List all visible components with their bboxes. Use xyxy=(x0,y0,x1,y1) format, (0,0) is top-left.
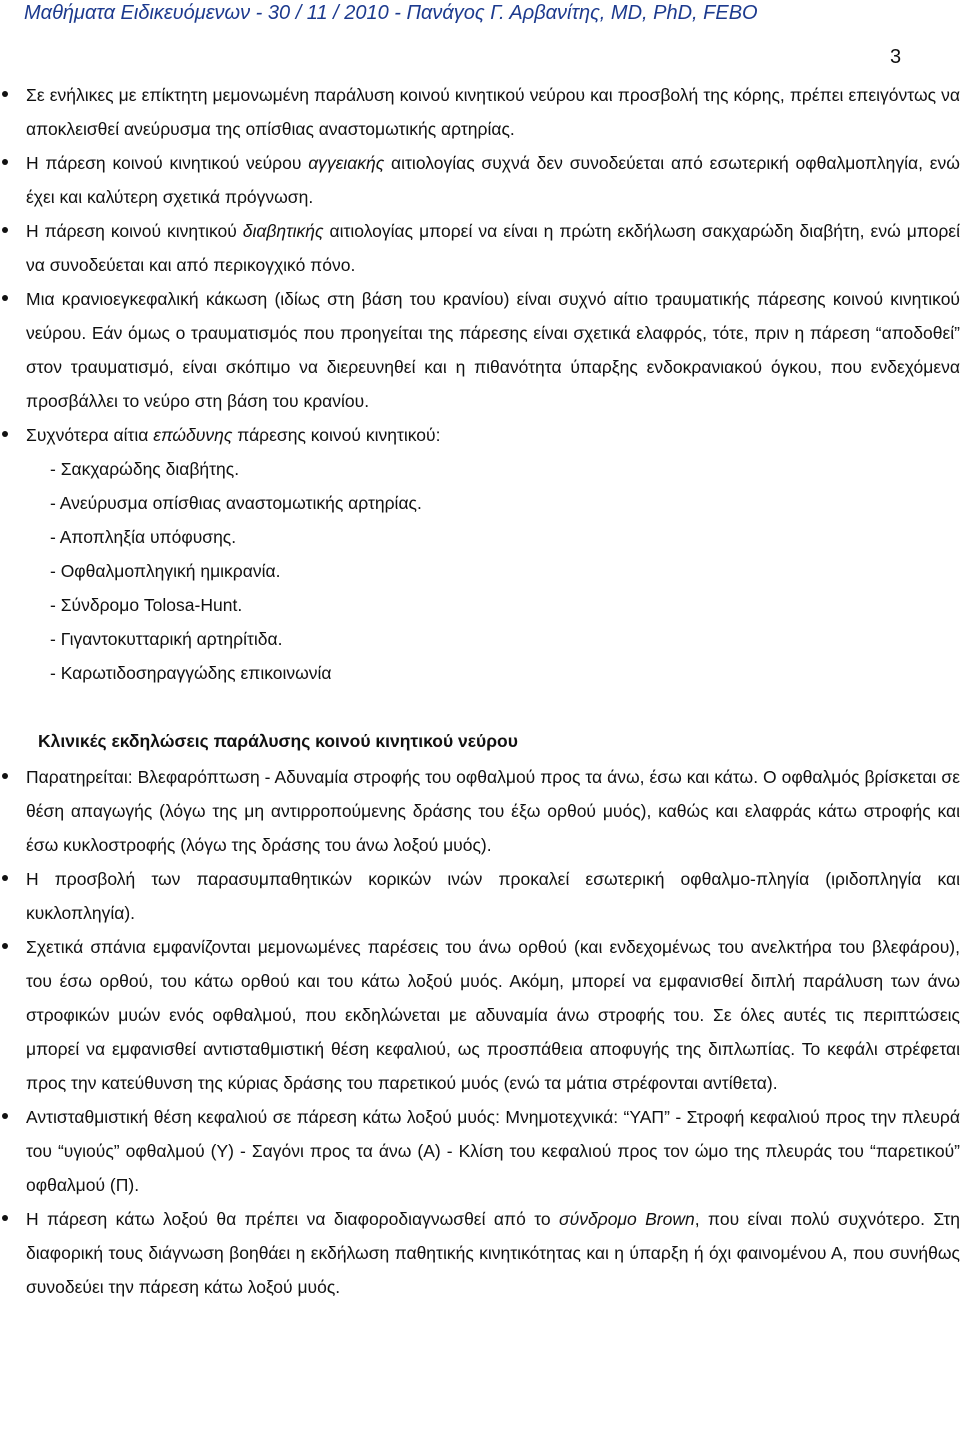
italic-text: επώδυνης xyxy=(153,425,233,445)
cause-item: - Σακχαρώδης διαβήτης. xyxy=(50,459,240,479)
text-run: αιτιολογίας συχνά δεν συνοδεύεται από εσωτερική οφθαλμοπληγία, ενώ έχει και καλύτερη σχετικά πρόγνωση. xyxy=(26,153,960,207)
text-run: αιτιολογίας μπορεί να είναι η πρώτη εκδήλωση σακχαρώδη διαβήτη, ενώ μπορεί να συνοδεύεται και από περικογχικό πόνο. xyxy=(26,221,960,275)
text-run: Αντισταθμιστική θέση κεφαλιού σε πάρεση κάτω λοξού μυός: Μνημοτεχνικά: “ΥΑΠ” - Στροφή κεφαλιού προς την πλευρά του “υγιούς” οφθαλμού (Υ) - Σαγόνι προς τα άνω (Α) - Κλίση του κεφαλιού προς τον ώμο της πλευράς του “παρετικού” οφθαλμού (Π). xyxy=(26,1107,960,1195)
italic-text: αγγειακής xyxy=(308,153,385,173)
cause-item: - Σύνδρομο Tolosa-Hunt. xyxy=(50,595,243,615)
bullet-paragraph xyxy=(0,1100,960,1202)
bullet-paragraph xyxy=(0,862,960,930)
cause-item: - Γιγαντοκυτταρική αρτηρίτιδα. xyxy=(50,629,283,649)
bullet-list-top xyxy=(0,78,960,452)
text-run: Η προσβολή των παρασυμπαθητικών κορικών ινών προκαλεί εσωτερική οφθαλμο-πληγία (ιριδοπληγία και κυκλοπληγία). xyxy=(26,869,960,923)
page-number: 3 xyxy=(890,46,902,68)
cause-item: - Αποπληξία υπόφυσης. xyxy=(50,527,237,547)
bullet-paragraph xyxy=(0,214,960,282)
document-header: Μαθήματα Ειδικευόμενων - 30 / 11 / 2010 - Πανάγος Γ. Αρβανίτης, MD, PhD, FEBO xyxy=(24,2,758,24)
text-run: Σε ενήλικες με επίκτητη μεμονωμένη παράλυση κοινού κινητικού νεύρου και προσβολή της κόρης, πρέπει επειγόντως να αποκλεισθεί ανεύρυσμα της οπίσθιας αναστομωτικής αρτηρίας. xyxy=(26,85,960,139)
cause-item: - Ανεύρυσμα οπίσθιας αναστομωτικής αρτηρίας. xyxy=(50,493,422,513)
text-run: Συχνότερα αίτια xyxy=(26,425,154,445)
bullet-paragraph xyxy=(0,1202,960,1304)
text-run: Σχετικά σπάνια εμφανίζονται μεμονωμένες παρέσεις του άνω ορθού (και ενδεχομένως του ανελκτήρα του βλεφάρου), του έσω ορθού, του κάτω ορθού και του κάτω λοξού μυός. Ακόμη, μπορεί να εμφανισθεί διπλή παράλυση των άνω στροφικών μυών ενός οφθαλμού, που εκδηλώνεται με αδυναμία άνω στροφής του. Σε όλες αυτές τις περιπτώσεις μπορεί να εμφανισθεί αντισταθμιστική θέση κεφαλιού, ως προσπάθεια αποφυγής της διπλωπίας. Το κεφάλι στρέφεται προς την κατεύθυνση της κύριας δράσης του παρετικού μυός (ενώ τα μάτια στρέφονται αντίθετα). xyxy=(26,937,960,1093)
text-run: , που είναι πολύ συχνότερο. Στη διαφορική τους διάγνωση βοηθάει η εκδήλωση παθητικής κινητικότητας και η ύπαρξη ή όχι φαινομένου Α, που συνήθως συνοδεύει την πάρεση κάτω λοξού μυός. xyxy=(26,1209,960,1297)
italic-text: σύνδρομο Brown xyxy=(559,1209,695,1229)
bullet-paragraph xyxy=(0,78,960,146)
causes-list xyxy=(0,452,960,690)
cause-item: - Καρωτιδοσηραγγώδης επικοινωνία xyxy=(50,663,332,683)
bullet-paragraph xyxy=(0,146,960,214)
bullet-list-bottom xyxy=(0,760,960,1304)
text-run: Η πάρεση κάτω λοξού θα πρέπει να διαφοροδιαγνωσθεί από το xyxy=(26,1209,560,1229)
text-run: Μια κρανιοεγκεφαλική κάκωση (ιδίως στη βάση του κρανίου) είναι συχνό αίτιο τραυματικής πάρεσης κοινού κινητικού νεύρου. Εάν όμως ο τραυματισμός που προηγείται της πάρεσης είναι σχετικά ελαφρός, τότε, πριν η πάρεση “αποδοθεί” στον τραυματισμό, είναι σκόπιμο να διερευνηθεί και η πιθανότητα ύπαρξης ενδοκρανιακού όγκου, που ενδεχόμενα προσβάλλει το νεύρο στη βάση του κρανίου. xyxy=(26,289,960,411)
bullet-paragraph xyxy=(0,418,960,452)
text-run: Παρατηρείται: Βλεφαρόπτωση - Αδυναμία στροφής του οφθαλμού προς τα άνω, έσω και κάτω. Ο οφθαλμός βρίσκεται σε θέση απαγωγής (λόγω της μη αντιρροπούμενης δράσης του έξω ορθού μυός), καθώς και ελαφράς κάτω στροφής και έσω κυκλοστροφής (λόγω της δράσης του άνω λοξού μυός). xyxy=(26,767,960,855)
text-run: Η πάρεση κοινού κινητικού xyxy=(26,221,243,241)
text-run: Η πάρεση κοινού κινητικού νεύρου xyxy=(26,153,309,173)
bullet-paragraph xyxy=(0,930,960,1100)
document-body xyxy=(0,78,960,1304)
italic-text: διαβητικής xyxy=(242,221,324,241)
section-title: Κλινικές εκδηλώσεις παράλυσης κοινού κινητικού νεύρου xyxy=(38,731,518,751)
cause-item: - Οφθαλμοπληγική ημικρανία. xyxy=(50,561,281,581)
bullet-paragraph xyxy=(0,282,960,418)
text-run: πάρεσης κοινού κινητικού: xyxy=(232,425,441,445)
bullet-paragraph xyxy=(0,760,960,862)
